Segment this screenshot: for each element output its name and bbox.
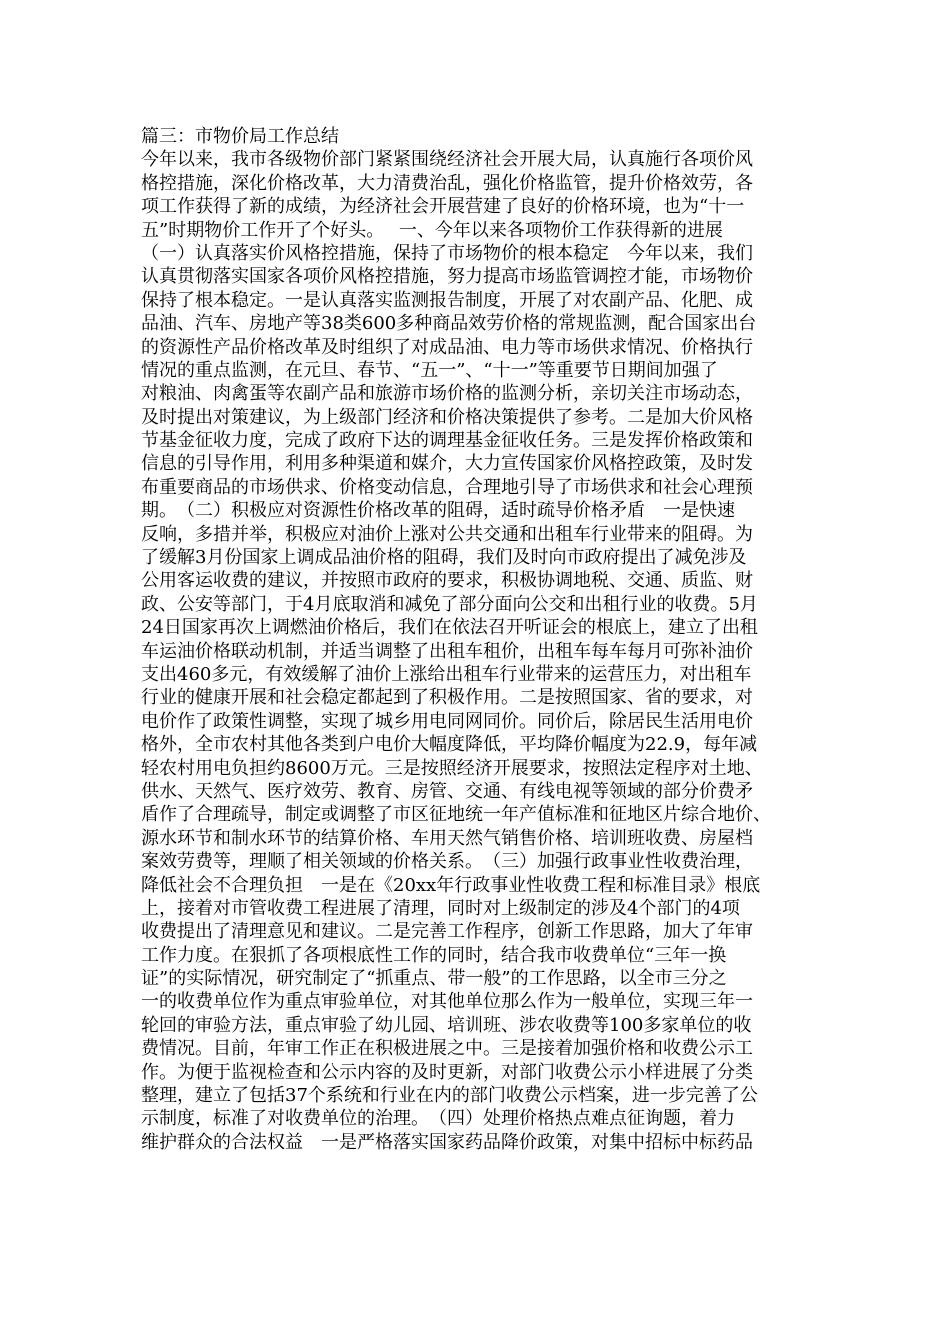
paragraph-line: 情况的重点监测，在元旦、春节、“五一”、“十一”等重要节日期间加强了: [141, 359, 718, 381]
paragraph-line: 信息的引导作用，利用多种渠道和媒介，大力宣传国家价风格控政策，及时发: [141, 453, 753, 475]
paragraph-line: 认真贯彻落实国家各项价风格控措施，努力提高市场监管调控才能，市场物价: [141, 266, 753, 288]
paragraph-line: 证”的实际情况，研究制定了“抓重点、带一般”的工作思路，以全市三分之: [141, 968, 727, 990]
paragraph-line: 了缓解3月份国家上调成品油价格的阻碍，我们及时向市政府提出了减免涉及: [141, 547, 747, 569]
paragraph-line: 格控措施，深化价格改革，大力清费治乱，强化价格监管，提升价格效劳，各: [141, 172, 753, 194]
document-title: 篇三：市物价局工作总结: [141, 126, 339, 147]
paragraph-line: 格外，全市农村其他各类到户电价大幅度降低，平均降价幅度为22.9，每年减: [141, 734, 758, 756]
paragraph-line: 布重要商品的市场供求、价格变动信息，合理地引导了市场供求和社会心理预: [141, 476, 753, 498]
paragraph-line: 上，接着对市管收费工程进展了清理，同时对上级制定的涉及4个部门的4项: [141, 897, 740, 919]
paragraph-line: 整理，建立了包括37个系统和行业在内的部门收费公示档案，进一步完善了公: [141, 1085, 758, 1107]
paragraph-line: 电价作了政策性调整，实现了城乡用电同网同价。同价后，除居民生活用电价: [141, 710, 753, 732]
paragraph-line: 示制度，标准了对收费单位的治理。 （四）处理价格热点难点征询题，着力: [141, 1108, 735, 1130]
paragraph-line: 轻农村用电负担约8600万元。三是按照经济开展要求，按照法定程序对土地、: [141, 757, 763, 779]
paragraph-line: 供水、天然气、医疗效劳、教育、房管、交通、有线电视等领域的部分价费矛: [141, 780, 753, 802]
paragraph-line: 盾作了合理疏导，制定或调整了市区征地统一年产值标准和征地区片综合地价、: [141, 804, 771, 826]
paragraph-line: 降低社会不合理负担 一是在《20xx年行政事业性收费工程和标准目录》根底: [141, 874, 761, 896]
paragraph-line: 行业的健康开展和社会稳定都起到了积极作用。二是按照国家、省的要求，对: [141, 687, 753, 709]
paragraph-line: （一）认真落实价风格控措施，保持了市场物价的根本稳定 今年以来，我们: [141, 242, 753, 264]
paragraph-line: 车运油价格联动机制，并适当调整了出租车租价，出租车每车每月可弥补油价: [141, 640, 753, 662]
paragraph-line: 作。为便于监视检查和公示内容的及时更新，对部门收费公示小样进展了分类: [141, 1061, 753, 1083]
paragraph-line: 工作力度。在狠抓了各项根底性工作的同时，结合我市收费单位“三年一换: [141, 944, 727, 966]
paragraph-line: 期。 （二）积极应对资源性价格改革的阻碍，适时疏导价格矛盾 一是快速: [141, 500, 735, 522]
document-body: [141, 125, 813, 1154]
paragraph-line: 费情况。目前，年审工作正在积极进展之中。三是接着加强价格和收费公示工: [141, 1038, 753, 1060]
paragraph-line: 品油、汽车、房地产等38类600多种商品效劳价格的常规监测，配合国家出台: [141, 313, 757, 335]
paragraph-line: 公用客运收费的建议，并按照市政府的要求，积极协调地税、交通、质监、财: [141, 570, 753, 592]
paragraph-line: 及时提出对策建议，为上级部门经济和价格决策提供了参考。二是加大价风格: [141, 406, 753, 428]
paragraph-line: 保持了根本稳定。一是认真落实监测报告制度，开展了对农副产品、化肥、成: [141, 289, 753, 311]
paragraph-line: 轮回的审验方法，重点审验了幼儿园、培训班、涉农收费等100多家单位的收: [141, 1014, 752, 1036]
document-text: [141, 148, 813, 1154]
paragraph-line: 维护群众的合法权益 一是严格落实国家药品降价政策，对集中招标中标药品: [141, 1131, 753, 1153]
paragraph-line: 今年以来，我市各级物价部门紧紧围绕经济社会开展大局，认真施行各项价风: [141, 149, 753, 171]
paragraph-line: 五”时期物价工作开了个好头。 一、今年以来各项物价工作获得新的进展: [141, 219, 723, 241]
paragraph-line: 政、公安等部门，于4月底取消和减免了部分面向公交和出租行业的收费。5月: [141, 593, 758, 615]
paragraph-line: 项工作获得了新的成绩，为经济社会开展营建了良好的价格环境，也为“十一: [141, 196, 745, 218]
paragraph-line: 收费提出了清理意见和建议。二是完善工作程序，创新工作思路，加大了年审: [141, 921, 753, 943]
paragraph-line: 节基金征收力度，完成了政府下达的调理基金征收任务。三是发挥价格政策和: [141, 430, 753, 452]
paragraph-line: 案效劳费等，理顺了相关领域的价格关系。 （三）加强行政事业性收费治理，: [141, 851, 753, 873]
paragraph-line: 对粮油、肉禽蛋等农副产品和旅游市场价格的监测分析，亲切关注市场动态，: [141, 383, 753, 405]
paragraph-line: 支出460多元，有效缓解了油价上涨给出租车行业带来的运营压力，对出租车: [141, 663, 752, 685]
paragraph-line: 一的收费单位作为重点审验单位，对其他单位那么作为一般单位，实现三年一: [141, 991, 753, 1013]
paragraph-line: 反响，多措并举，积极应对油价上涨对公共交通和出租车行业带来的阻碍。为: [141, 523, 753, 545]
paragraph-line: 源水环节和制水环节的结算价格、车用天然气销售价格、培训班收费、房屋档: [141, 827, 753, 849]
paragraph-line: 24日国家再次上调燃油价格后，我们在依法召开听证会的根底上，建立了出租: [141, 617, 758, 639]
paragraph-line: 的资源性产品价格改革及时组织了对成品油、电力等市场供求情况、价格执行: [141, 336, 753, 358]
